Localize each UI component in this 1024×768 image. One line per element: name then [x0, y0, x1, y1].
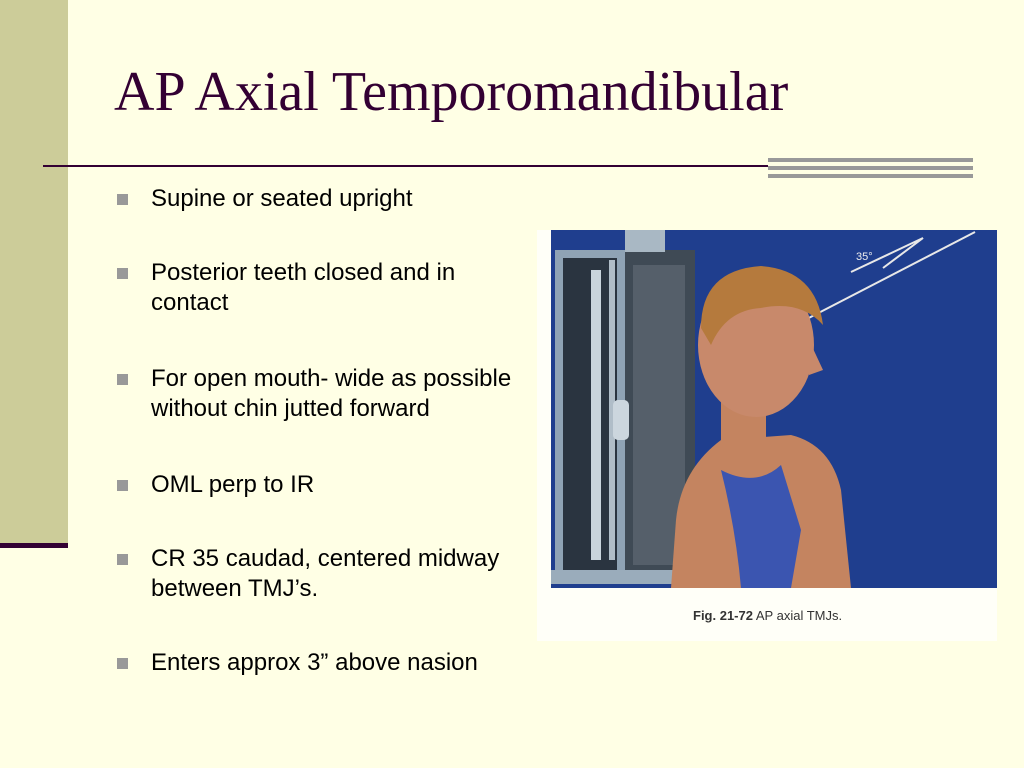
caption-number: Fig. 21-72	[693, 608, 753, 623]
slide-title: AP Axial Temporomandibular	[114, 61, 789, 123]
bullet-text: CR 35 caudad, centered midway between TMJ’s.	[151, 545, 500, 602]
photo-illustration	[551, 230, 997, 588]
bullet-list	[114, 184, 534, 678]
bullet-text: For open mouth- wide as possible without chin jutted forward	[151, 365, 512, 422]
figure-panel	[537, 230, 997, 641]
bullet-text: OML perp to IR	[151, 471, 315, 498]
bullet-square-icon	[117, 374, 128, 385]
title-accent-bar	[768, 158, 973, 178]
bullet-item	[114, 184, 534, 214]
bullet-item	[114, 470, 534, 500]
title-divider	[43, 165, 771, 167]
angle-label: 35°	[856, 251, 873, 263]
bullet-square-icon	[117, 194, 128, 205]
bullet-square-icon	[117, 268, 128, 279]
bullet-item	[114, 364, 534, 424]
bullet-square-icon	[117, 554, 128, 565]
bullet-item	[114, 258, 534, 318]
bullet-square-icon	[117, 658, 128, 669]
patient-positioning-photo	[551, 230, 997, 588]
caption-text: AP axial TMJs.	[755, 608, 843, 623]
bullet-square-icon	[117, 480, 128, 491]
left-band-underline	[0, 543, 68, 548]
bullet-text: Posterior teeth closed and in contact	[151, 259, 456, 316]
figure-caption	[693, 608, 842, 623]
left-decorative-band	[0, 0, 68, 547]
bullet-text: Supine or seated upright	[151, 185, 413, 212]
bullet-text: Enters approx 3” above nasion	[151, 649, 478, 676]
image-receptor-holder	[551, 230, 695, 584]
bullet-item	[114, 544, 534, 604]
bullet-item	[114, 648, 534, 678]
